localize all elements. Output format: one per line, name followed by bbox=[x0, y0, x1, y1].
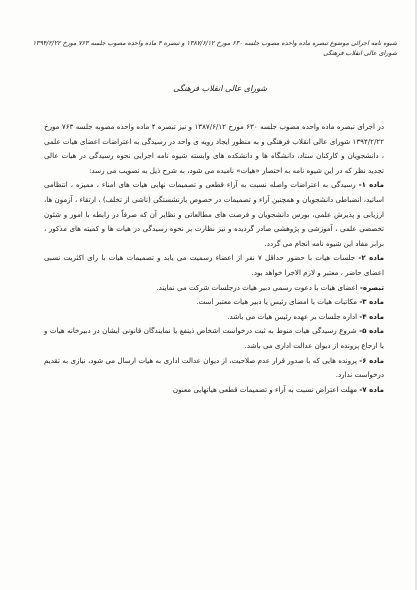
article-6 bbox=[44, 354, 384, 383]
article-3-text: مکاتبات هیات با امضای رئیس یا دبیر هیات معتبر است. bbox=[196, 297, 360, 307]
article-4-title: ماده ۴- bbox=[359, 311, 384, 321]
article-6-title: ماده ۶- bbox=[359, 355, 385, 365]
document-header-line-2: شورای عالی انقلاب فرهنگی bbox=[323, 50, 397, 57]
article-7 bbox=[44, 383, 384, 398]
article-2 bbox=[44, 251, 384, 280]
article-1 bbox=[44, 178, 384, 251]
document-body bbox=[44, 120, 384, 397]
article-6-text: پرونده هایی که با صدور قرار عدم صلاحیت، از دیوان عدالت اداری به هیات ارسال می شود، نیازی به تقدیم درخواست ندارد. bbox=[44, 355, 384, 380]
article-5-text: شروع رسیدگی هیات منوط به ثبت درخواست اشخاص ذینفع یا نمایندگان قانونی ایشان در دبیرخانه هیات و یا ارجاع پرونده از دیوان عدالت اداری می باشد. bbox=[44, 326, 384, 350]
article-7-text: مهلت اعتراض نسبت به آراء و تصمیمات قطعی هیاتهایی معنون bbox=[172, 384, 360, 394]
note-1 bbox=[44, 281, 384, 296]
document-subtitle: شورای عالی انقلاب فرهنگی bbox=[173, 84, 267, 93]
note-1-title: تبصره- bbox=[359, 282, 384, 292]
article-2-text: جلسات هیات با حضور حداقل ۷ نفر از اعضاء رسمیت می یابد و تصمیمات هیات با رای اکثریت نسبی اعضای حاضر ، معتبر و لازم الاجرا خواهد بود. bbox=[44, 253, 384, 277]
article-5-title: ماده ۵- bbox=[359, 326, 384, 336]
article-1-title: ماده ۱- bbox=[358, 180, 384, 190]
article-4 bbox=[44, 310, 384, 325]
note-1-text: اعضای هیات با دعوت رسمی دبیر هیات درجلسات شرکت می نمایند. bbox=[156, 282, 360, 292]
article-7-title: ماده ۷- bbox=[359, 384, 384, 394]
article-3-title: ماده ۳- bbox=[359, 297, 384, 307]
article-4-text: اداره جلسات بر عهده رئیس هیات می باشد. bbox=[227, 311, 360, 321]
intro-paragraph: در اجرای تبصره ماده واحده مصوب جلسه ۶۳۰ مورخ ۱۳۸۷/۶/۱۲ و نیز تبصره ۴ ماده واحده مصوبه جلسه ۷۶۳ مورخ ۱۳۹۴/۲/۲۲ شورای عالی انقلاب فرهنگی و به منظور ایجاد رویه ی واحد در رسیدگی به اعتراضات اعضای هیات علمی ، دانشجویان و کارکنان ستاد، دانشگاه ها و دانشکده های وابسته شیوه نامه اجرایی نحوه رسیدگی در هیات عالی تجدید نظر که در این شیوه نامه به اختصار «هیات» نامیده می شود، به شرح ذیل به تصویب می رسد: bbox=[44, 122, 385, 175]
article-5 bbox=[44, 324, 384, 353]
article-1-text: رسیدگی به اعتراضات واصله نسبت به آراء قطعی و تصمیمات نهایی هیات های امناء ، ممیزه ، انتظامی اساتید، انضباطی دانشجویان و همچنین آراء و تصمیمات در خصوص بازنشستگی (ناشی از تخلف) ، ارتقاء ، آزمون ها، ارزیابی و پذیرش علمی، بورس دانشجویان و فرصت های مطالعاتی و نظایر آن که صرفاً در رابطه با امور و شئون تخصصی علمی ، آموزشی و پژوهشی صادر گردیده و نیز نظارت بر نحوه رسیدگی در هیات ها و کمیته های مذکور ، برابر مفاد این شیوه نامه انجام می گردد. bbox=[44, 180, 384, 248]
article-2-title: ماده ۲- bbox=[358, 253, 384, 263]
document-header-line-1: شیوه نامه اجرائی موضوع تبصره ماده واحده مصوب جلسه ۶۳۰ مورخ ۱۳۸۷/۶/۱۲ و تبصره ۴ ماده واحده مصوب جلسه ۷۶۳ مورخ ۱۳۹۴/۲/۲۲ bbox=[32, 40, 397, 47]
article-3 bbox=[44, 295, 384, 310]
